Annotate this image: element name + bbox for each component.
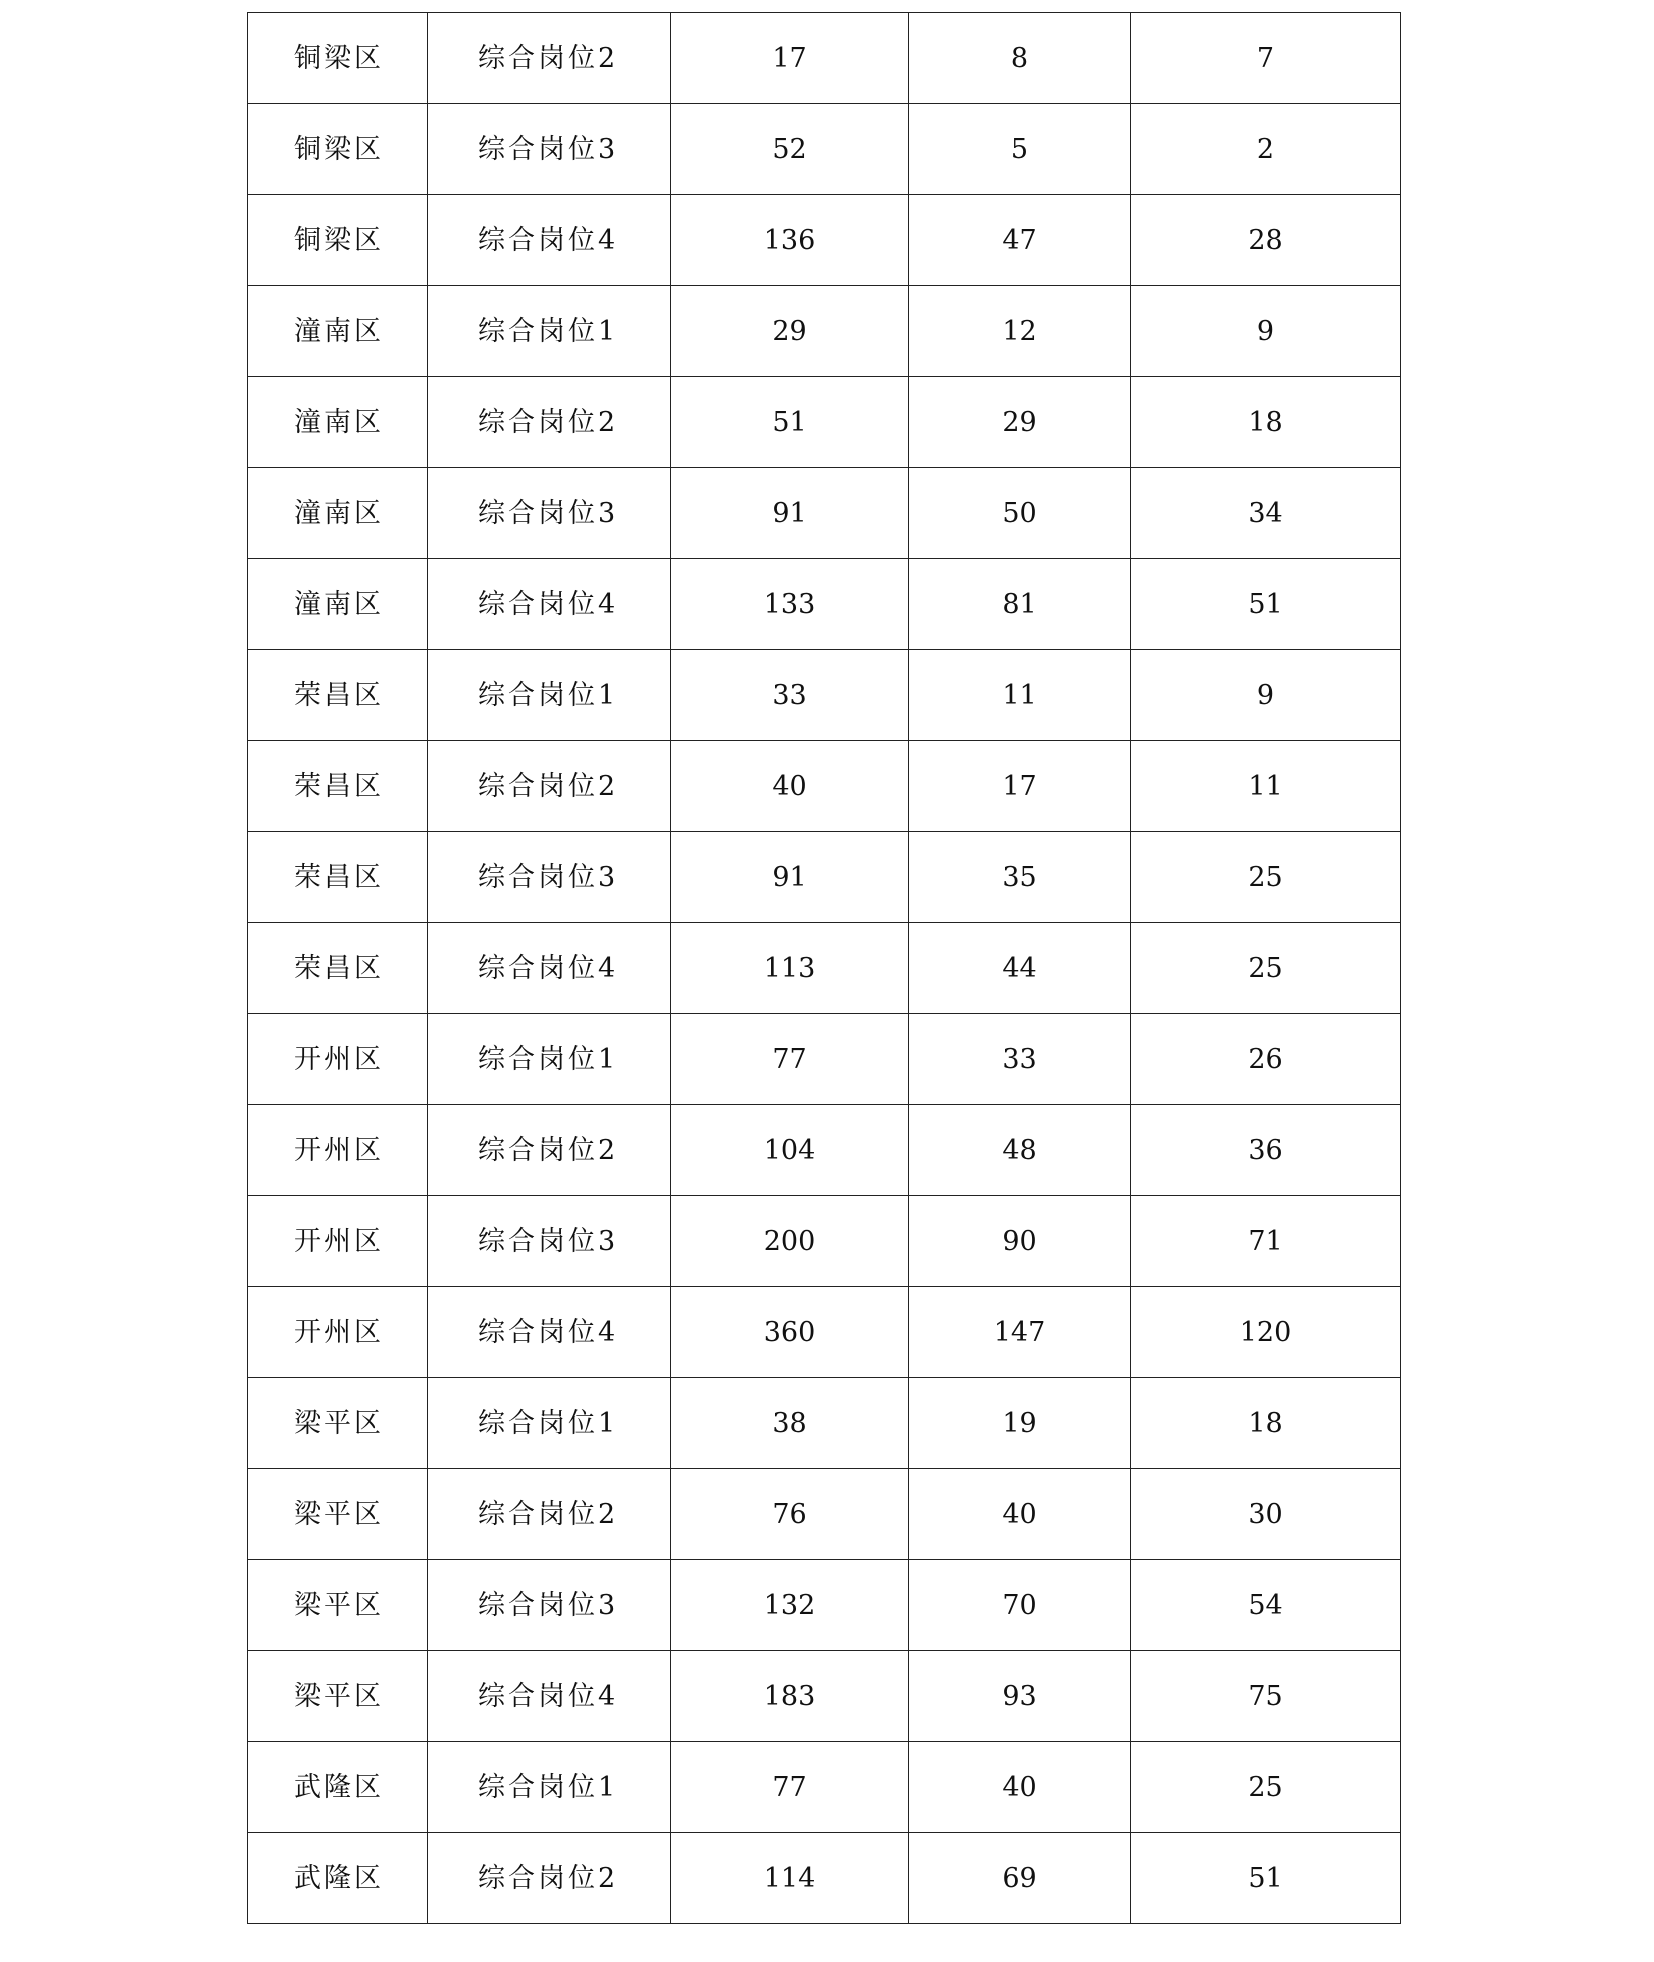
value-cell-b: 19 <box>909 1378 1131 1469</box>
value-cell-b: 70 <box>909 1560 1131 1651</box>
table-row <box>248 1105 1401 1196</box>
value-cell-a: 29 <box>671 286 909 377</box>
region-cell: 荣昌区 <box>248 923 428 1014</box>
value-cell-b: 44 <box>909 923 1131 1014</box>
value-cell-c: 34 <box>1131 468 1401 559</box>
value-cell-b: 40 <box>909 1742 1131 1833</box>
value-cell-a: 104 <box>671 1105 909 1196</box>
value-cell-a: 91 <box>671 832 909 923</box>
value-cell-b: 47 <box>909 195 1131 286</box>
table-row <box>248 13 1401 104</box>
value-cell-a: 40 <box>671 741 909 832</box>
value-cell-c: 9 <box>1131 286 1401 377</box>
value-cell-a: 52 <box>671 104 909 195</box>
value-cell-c: 71 <box>1131 1196 1401 1287</box>
region-cell: 开州区 <box>248 1105 428 1196</box>
table-row <box>248 923 1401 1014</box>
value-cell-b: 29 <box>909 377 1131 468</box>
value-cell-a: 77 <box>671 1742 909 1833</box>
value-cell-a: 360 <box>671 1287 909 1378</box>
value-cell-a: 132 <box>671 1560 909 1651</box>
value-cell-c: 28 <box>1131 195 1401 286</box>
value-cell-a: 33 <box>671 650 909 741</box>
region-cell: 梁平区 <box>248 1378 428 1469</box>
region-cell: 铜梁区 <box>248 13 428 104</box>
table-row <box>248 1560 1401 1651</box>
value-cell-b: 8 <box>909 13 1131 104</box>
region-cell: 铜梁区 <box>248 104 428 195</box>
value-cell-a: 17 <box>671 13 909 104</box>
region-cell: 武隆区 <box>248 1742 428 1833</box>
region-cell: 潼南区 <box>248 286 428 377</box>
value-cell-a: 91 <box>671 468 909 559</box>
value-cell-c: 2 <box>1131 104 1401 195</box>
value-cell-a: 113 <box>671 923 909 1014</box>
value-cell-a: 51 <box>671 377 909 468</box>
table-row <box>248 1287 1401 1378</box>
region-cell: 潼南区 <box>248 377 428 468</box>
post-cell: 综合岗位3 <box>428 468 671 559</box>
region-cell: 荣昌区 <box>248 650 428 741</box>
post-cell: 综合岗位4 <box>428 1287 671 1378</box>
value-cell-c: 25 <box>1131 923 1401 1014</box>
value-cell-c: 75 <box>1131 1651 1401 1742</box>
region-cell: 潼南区 <box>248 559 428 650</box>
value-cell-c: 36 <box>1131 1105 1401 1196</box>
value-cell-b: 17 <box>909 741 1131 832</box>
table-row <box>248 650 1401 741</box>
post-cell: 综合岗位1 <box>428 1742 671 1833</box>
value-cell-a: 38 <box>671 1378 909 1469</box>
table-row <box>248 559 1401 650</box>
table-row <box>248 195 1401 286</box>
region-cell: 潼南区 <box>248 468 428 559</box>
table-row <box>248 1378 1401 1469</box>
post-cell: 综合岗位4 <box>428 195 671 286</box>
region-cell: 梁平区 <box>248 1469 428 1560</box>
post-cell: 综合岗位1 <box>428 1014 671 1105</box>
post-cell: 综合岗位2 <box>428 377 671 468</box>
data-table <box>247 12 1401 1924</box>
value-cell-b: 40 <box>909 1469 1131 1560</box>
value-cell-a: 77 <box>671 1014 909 1105</box>
value-cell-c: 18 <box>1131 1378 1401 1469</box>
region-cell: 荣昌区 <box>248 741 428 832</box>
value-cell-b: 5 <box>909 104 1131 195</box>
post-cell: 综合岗位4 <box>428 1651 671 1742</box>
post-cell: 综合岗位2 <box>428 741 671 832</box>
value-cell-a: 200 <box>671 1196 909 1287</box>
value-cell-c: 54 <box>1131 1560 1401 1651</box>
value-cell-b: 50 <box>909 468 1131 559</box>
value-cell-b: 33 <box>909 1014 1131 1105</box>
region-cell: 开州区 <box>248 1196 428 1287</box>
value-cell-b: 12 <box>909 286 1131 377</box>
value-cell-c: 30 <box>1131 1469 1401 1560</box>
post-cell: 综合岗位4 <box>428 559 671 650</box>
value-cell-b: 48 <box>909 1105 1131 1196</box>
region-cell: 荣昌区 <box>248 832 428 923</box>
value-cell-c: 25 <box>1131 832 1401 923</box>
region-cell: 梁平区 <box>248 1651 428 1742</box>
value-cell-c: 18 <box>1131 377 1401 468</box>
value-cell-c: 26 <box>1131 1014 1401 1105</box>
table-row <box>248 1742 1401 1833</box>
post-cell: 综合岗位3 <box>428 1196 671 1287</box>
value-cell-a: 133 <box>671 559 909 650</box>
value-cell-b: 35 <box>909 832 1131 923</box>
table-row <box>248 741 1401 832</box>
table-row <box>248 1651 1401 1742</box>
post-cell: 综合岗位2 <box>428 1833 671 1924</box>
table-row <box>248 1014 1401 1105</box>
value-cell-a: 136 <box>671 195 909 286</box>
value-cell-c: 25 <box>1131 1742 1401 1833</box>
table-row <box>248 468 1401 559</box>
value-cell-c: 120 <box>1131 1287 1401 1378</box>
table-row <box>248 1469 1401 1560</box>
region-cell: 铜梁区 <box>248 195 428 286</box>
value-cell-a: 76 <box>671 1469 909 1560</box>
post-cell: 综合岗位3 <box>428 104 671 195</box>
value-cell-a: 183 <box>671 1651 909 1742</box>
post-cell: 综合岗位2 <box>428 1469 671 1560</box>
value-cell-c: 51 <box>1131 1833 1401 1924</box>
table-row <box>248 377 1401 468</box>
value-cell-b: 147 <box>909 1287 1131 1378</box>
value-cell-c: 51 <box>1131 559 1401 650</box>
post-cell: 综合岗位1 <box>428 1378 671 1469</box>
value-cell-c: 9 <box>1131 650 1401 741</box>
post-cell: 综合岗位1 <box>428 650 671 741</box>
post-cell: 综合岗位2 <box>428 13 671 104</box>
value-cell-b: 11 <box>909 650 1131 741</box>
table-row <box>248 832 1401 923</box>
value-cell-c: 11 <box>1131 741 1401 832</box>
value-cell-b: 93 <box>909 1651 1131 1742</box>
value-cell-a: 114 <box>671 1833 909 1924</box>
region-cell: 梁平区 <box>248 1560 428 1651</box>
value-cell-b: 81 <box>909 559 1131 650</box>
region-cell: 武隆区 <box>248 1833 428 1924</box>
post-cell: 综合岗位1 <box>428 286 671 377</box>
table-row <box>248 1196 1401 1287</box>
table-row <box>248 286 1401 377</box>
region-cell: 开州区 <box>248 1287 428 1378</box>
post-cell: 综合岗位3 <box>428 1560 671 1651</box>
value-cell-b: 69 <box>909 1833 1131 1924</box>
table-row <box>248 104 1401 195</box>
table-body <box>248 13 1401 1924</box>
post-cell: 综合岗位4 <box>428 923 671 1014</box>
value-cell-b: 90 <box>909 1196 1131 1287</box>
region-cell: 开州区 <box>248 1014 428 1105</box>
table-row <box>248 1833 1401 1924</box>
value-cell-c: 7 <box>1131 13 1401 104</box>
post-cell: 综合岗位2 <box>428 1105 671 1196</box>
post-cell: 综合岗位3 <box>428 832 671 923</box>
